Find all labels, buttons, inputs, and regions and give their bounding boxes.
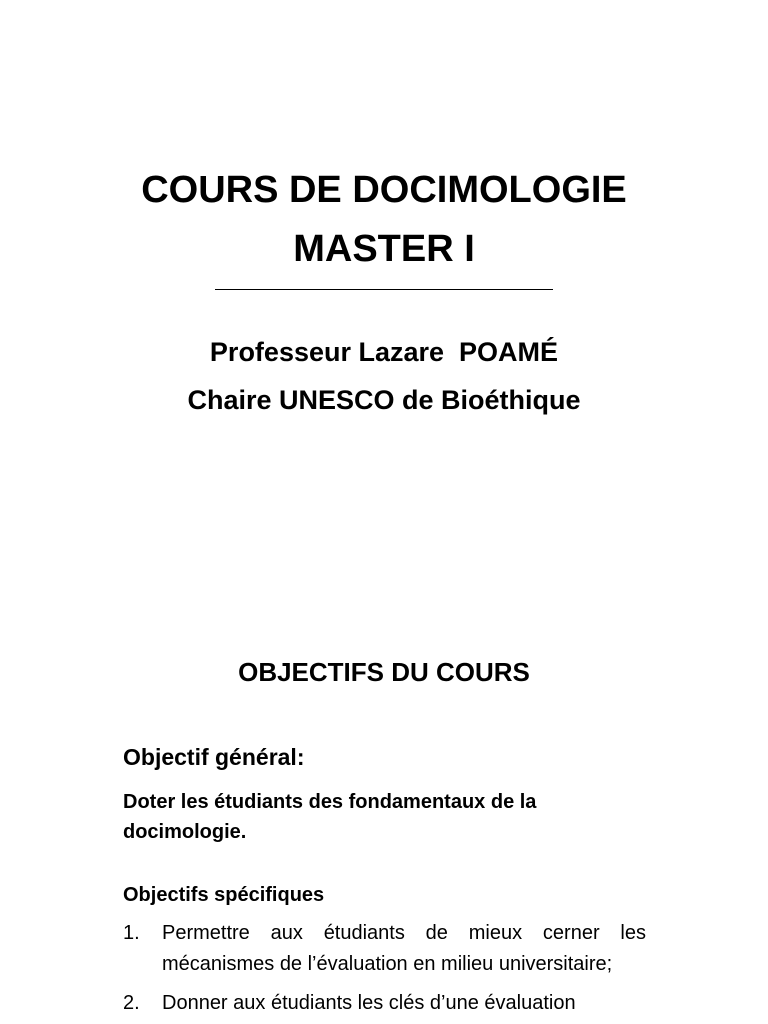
list-item-number: 2.: [123, 992, 140, 1014]
course-title: COURS DE DOCIMOLOGIE: [141, 169, 627, 211]
specific-objectives-heading: Objectifs spécifiques: [123, 884, 325, 906]
author-name: Professeur Lazare POAMÉ: [209, 337, 559, 367]
general-objective-heading-colon: :: [296, 744, 305, 770]
section-title-objectives: OBJECTIFS DU COURS: [238, 657, 530, 687]
list-item-text: Permettre aux étudiants de mieux cerner les mécanismes de l’évaluation en milieu universitaire;: [162, 922, 646, 975]
author-chair: Chaire UNESCO de Bioéthique: [187, 385, 581, 415]
general-objective-text: Doter les étudiants des fondamentaux de la docimologie.: [123, 791, 537, 843]
list-item: [123, 988, 646, 1019]
general-objective-heading: [123, 742, 305, 772]
course-level: MASTER I: [293, 228, 475, 270]
specific-objectives-list: [123, 918, 646, 1024]
general-objective-heading-label: Objectif général: [123, 744, 297, 770]
list-item-number: 1.: [123, 922, 140, 944]
list-item-text: Donner aux étudiants les clés d’une évaluation: [162, 992, 576, 1014]
list-item: [123, 918, 646, 980]
title-underline-divider: [215, 289, 553, 290]
